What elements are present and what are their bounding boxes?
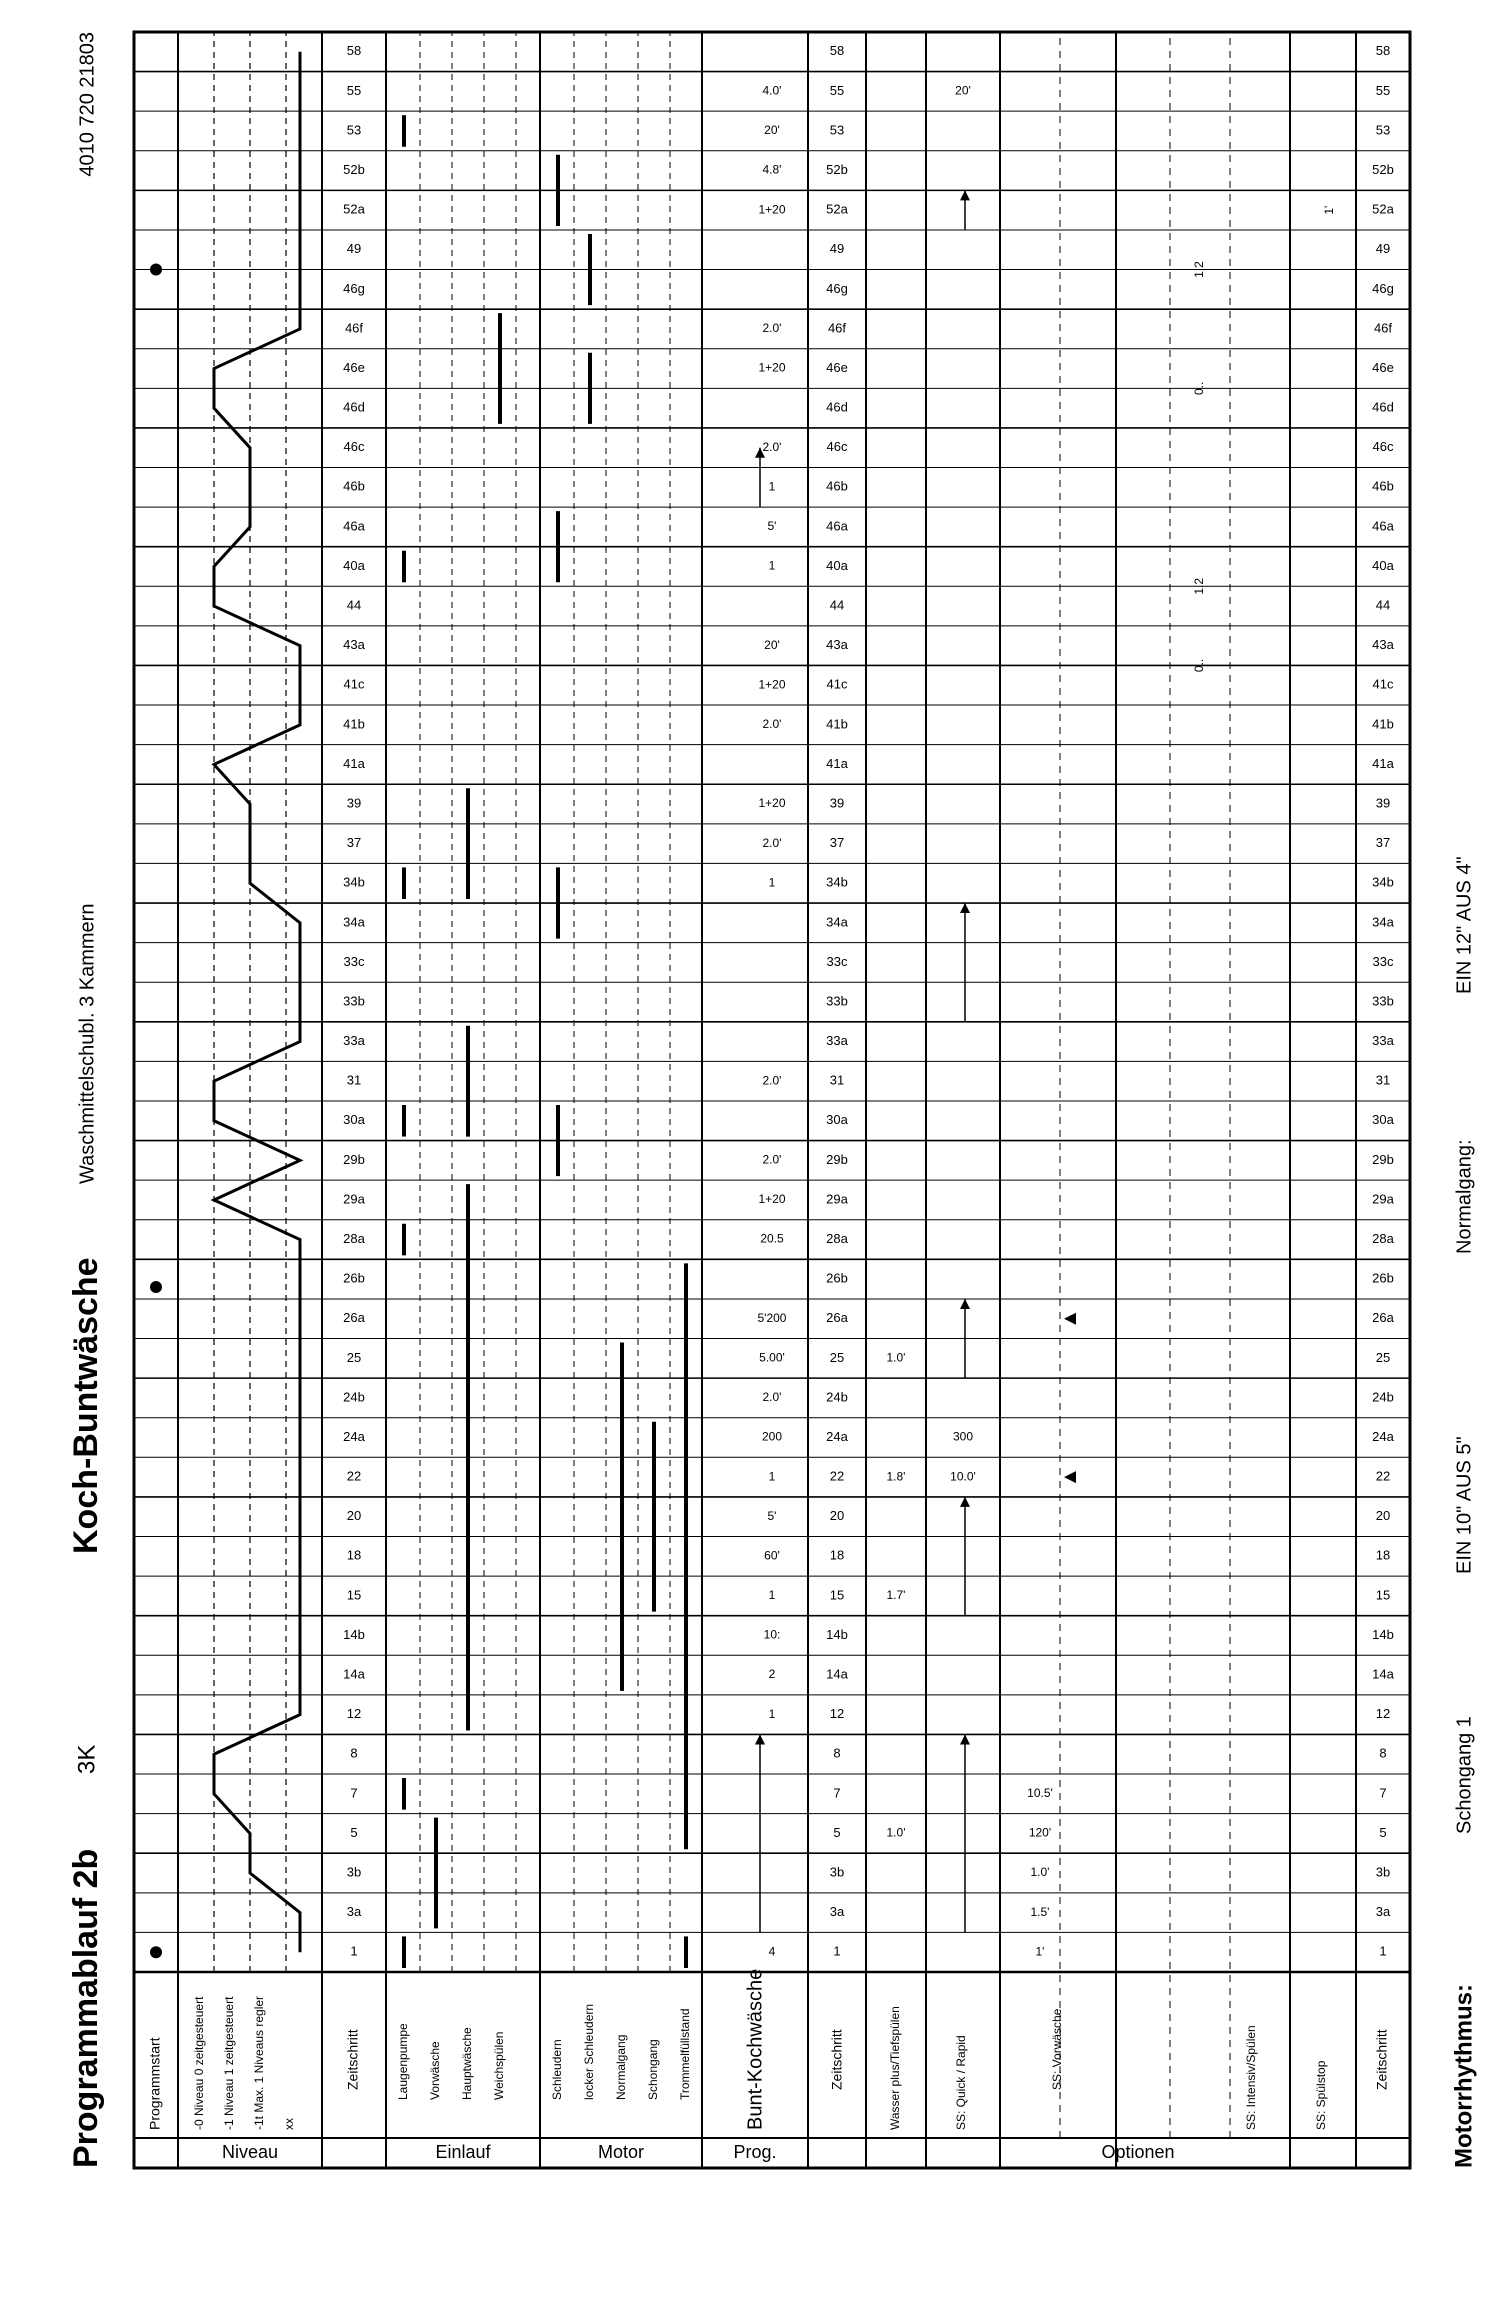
prog_values-cell: 2.0' <box>762 439 782 454</box>
water_values-cell: 1.8' <box>886 1469 906 1484</box>
zs1-step: 41a <box>343 755 365 771</box>
zs3-step: 22 <box>1375 1468 1391 1484</box>
row-einlauf-item: Laugenpumpe <box>396 2023 411 2100</box>
zs3-step: 5 <box>1379 1824 1387 1840</box>
prog_values-cell: 5' <box>767 1508 777 1523</box>
zs1-step: 28a <box>343 1230 365 1246</box>
zs2-step: 33c <box>826 953 848 969</box>
zs2-step: 49 <box>829 241 845 257</box>
option-arrowhead <box>960 190 970 200</box>
zs3-step: 58 <box>1375 43 1391 59</box>
zs1-step: 55 <box>346 82 362 98</box>
prog_values-cell: 2.0' <box>762 1152 782 1167</box>
zs1-step: 37 <box>346 835 362 851</box>
zs3-step: 46b <box>1372 478 1394 494</box>
opt3-mark: 0.. <box>1192 658 1207 673</box>
zs3-step: 33b <box>1372 993 1394 1009</box>
prog_values-cell: 1 <box>768 479 776 494</box>
zs1-step: 41c <box>343 676 365 692</box>
start-dot <box>150 1281 162 1293</box>
zs1-step: 44 <box>346 597 362 613</box>
prog_values-cell: 5' <box>767 519 777 534</box>
group-motor: Motor <box>597 2141 645 2162</box>
prog_values-cell: 200 <box>761 1429 783 1444</box>
zs2-step: 8 <box>833 1745 841 1761</box>
zs1-step: 18 <box>346 1547 362 1563</box>
schongang-label: Schongang 1 <box>1453 1716 1476 1834</box>
zs2-step: 18 <box>829 1547 845 1563</box>
motor-rhythm-label: Motorrhythmus: <box>1450 1984 1478 2168</box>
prog_values-cell: 5.00' <box>759 1350 785 1365</box>
zs2-step: 41c <box>826 676 848 692</box>
opt3-mark: 1.2 <box>1192 577 1207 595</box>
zs2-step: 43a <box>826 637 848 653</box>
zs2-step: 58 <box>829 43 845 59</box>
zs3-step: 24b <box>1372 1389 1394 1405</box>
zs2-step: 29a <box>826 1191 848 1207</box>
opt3-mark: 0.. <box>1192 381 1207 395</box>
zs2-step: 46f <box>827 320 847 336</box>
zs1-step: 34b <box>343 874 365 890</box>
zs3-step: 46g <box>1372 280 1394 296</box>
zs3-step: 3a <box>1375 1904 1391 1920</box>
row-motor-item: Schleudern <box>550 2039 565 2100</box>
zs3-step: 8 <box>1379 1745 1387 1761</box>
zs2-step: 15 <box>829 1587 845 1603</box>
option-arrowhead <box>960 1734 970 1744</box>
prog_values-cell: 1+20 <box>758 796 786 811</box>
zs3-step: 52a <box>1372 201 1394 217</box>
zs2-step: 41b <box>826 716 848 732</box>
zs2-step: 7 <box>833 1785 841 1801</box>
zs2-step: 55 <box>829 82 845 98</box>
zs2-step: 14b <box>826 1626 848 1642</box>
row-programmstart: Programmstart <box>146 2037 163 2130</box>
zs2-step: 33b <box>826 993 848 1009</box>
water_values-cell: 1.0' <box>886 1350 906 1365</box>
zs3-step: 3b <box>1375 1864 1391 1880</box>
row-niveau-line: -1 Niveau 1 zeitgesteuert <box>222 1996 237 2130</box>
zs2-step: 46b <box>826 478 848 494</box>
normalgang-label: Normalgang: <box>1453 1139 1476 1254</box>
zs2-step: 29b <box>826 1151 848 1167</box>
opt2_values-cell: 1' <box>1035 1944 1045 1959</box>
zs3-step: 37 <box>1375 835 1391 851</box>
zs1-step: 58 <box>346 43 362 59</box>
zs1-step: 24b <box>343 1389 365 1405</box>
opt1_values-cell: 10.0' <box>950 1469 976 1484</box>
prog_values-cell: 1+20 <box>758 360 786 375</box>
zs3-step: 24a <box>1372 1428 1394 1444</box>
row-motor-item: Schongang <box>646 2039 661 2100</box>
water_values-cell: 1.7' <box>886 1588 906 1603</box>
start-dot <box>150 1946 162 1958</box>
zs2-step: 46e <box>826 359 848 375</box>
prog_values-cell: 4 <box>768 1944 776 1959</box>
zs2-step: 5 <box>833 1824 841 1840</box>
prog_values-cell: 60' <box>764 1548 780 1563</box>
zs1-step: 5 <box>350 1824 358 1840</box>
row-zeitschritt-3: Zeitschritt <box>1373 2029 1390 2090</box>
row-motor-item: locker Schleudern <box>582 2003 597 2100</box>
opt2_values-cell: 10.5' <box>1027 1786 1053 1801</box>
zs2-step: 46a <box>826 518 848 534</box>
prog_values-cell: 1 <box>768 1706 776 1721</box>
program-name: Koch-Buntwäsche <box>66 1257 105 1554</box>
zs1-step: 25 <box>346 1349 362 1365</box>
zs1-step: 29a <box>343 1191 365 1207</box>
zs2-step: 3b <box>829 1864 845 1880</box>
row-opt-vorwaesche: SS: Vorwäsche <box>1050 2008 1065 2090</box>
zs1-step: 49 <box>346 241 362 257</box>
opt3-mark: 1.2 <box>1192 261 1207 278</box>
zs2-step: 26b <box>826 1270 848 1286</box>
zs1-step: 33b <box>343 993 365 1009</box>
zs1-step: 46c <box>343 439 365 455</box>
zs1-step: 53 <box>346 122 362 138</box>
zs2-step: 25 <box>829 1349 845 1365</box>
doc-number: 4010 720 21803 <box>76 32 99 177</box>
prog_values-cell: 4.8' <box>762 162 782 177</box>
zs2-step: 34b <box>826 874 848 890</box>
row-niveau-line: -0 Niveau 0 zeitgesteuert <box>192 1996 207 2130</box>
zs1-step: 22 <box>346 1468 362 1484</box>
zs2-step: 40a <box>826 557 848 573</box>
opt2_values-cell: 120' <box>1028 1825 1052 1840</box>
prog_values-cell: 1+20 <box>758 677 786 692</box>
zs2-step: 3a <box>829 1904 845 1920</box>
zs1-step: 46f <box>344 320 364 336</box>
zs1-step: 30a <box>343 1112 365 1128</box>
row-zeitschritt-2: Zeitschritt <box>828 2029 845 2090</box>
zs3-step: 14a <box>1372 1666 1394 1682</box>
zs3-step: 29a <box>1372 1191 1394 1207</box>
start-dot <box>150 264 162 276</box>
row-opt-quick: SS: Quick / Rapid <box>954 2035 969 2130</box>
zs2-step: 30a <box>826 1112 848 1128</box>
zs1-step: 46d <box>343 399 365 415</box>
zs2-step: 31 <box>829 1072 845 1088</box>
zs1-step: 52b <box>343 162 365 178</box>
row-niveau-line: xx <box>282 2118 297 2130</box>
zs2-step: 46c <box>826 439 848 455</box>
zs3-step: 31 <box>1375 1072 1391 1088</box>
zs2-step: 22 <box>829 1468 845 1484</box>
zs1-step: 46a <box>343 518 365 534</box>
opt4-mark: 1' <box>1322 205 1337 215</box>
zs3-step: 7 <box>1379 1785 1387 1801</box>
zs3-step: 46a <box>1372 518 1394 534</box>
zs1-step: 39 <box>346 795 362 811</box>
zs1-step: 46g <box>343 280 365 296</box>
prog_values-cell: 2.0' <box>762 1390 782 1405</box>
prog_values-cell: 2.0' <box>762 717 782 732</box>
row-bunt-kochwaesche: Bunt-Kochwäsche <box>744 1968 767 2130</box>
zs1-step: 20 <box>346 1508 362 1524</box>
zs2-step: 46g <box>826 280 848 296</box>
zs3-step: 26a <box>1372 1310 1394 1326</box>
zs3-step: 30a <box>1372 1112 1394 1128</box>
zs3-step: 12 <box>1375 1706 1391 1722</box>
prog_values-cell: 5'200 <box>757 1310 787 1325</box>
zs2-step: 14a <box>826 1666 848 1682</box>
zs2-step: 39 <box>829 795 845 811</box>
zs1-step: 46b <box>343 478 365 494</box>
zs3-step: 39 <box>1375 795 1391 811</box>
prog_values-cell: 1 <box>768 875 776 890</box>
zs1-step: 52a <box>343 201 365 217</box>
prog_values-cell: 20' <box>764 637 780 652</box>
zs2-step: 28a <box>826 1230 848 1246</box>
zs1-step: 8 <box>350 1745 358 1761</box>
niveau-curve <box>214 52 300 1952</box>
zs1-step: 24a <box>343 1428 365 1444</box>
prog_values-cell: 2.0' <box>762 321 782 336</box>
zs3-step: 44 <box>1375 597 1391 613</box>
program-code: 3K <box>73 1744 101 1774</box>
prog_values-cell: 2 <box>768 1667 776 1682</box>
program-subtitle: Waschmittelschubl. 3 Kammern <box>76 903 99 1184</box>
opt-marker <box>1064 1471 1076 1483</box>
row-zeitschritt: Zeitschritt <box>344 2029 361 2090</box>
row-einlauf-item: Vorwäsche <box>428 2041 443 2100</box>
water_values-cell: 1.0' <box>886 1825 906 1840</box>
zs1-step: 12 <box>346 1706 362 1722</box>
chart-frame <box>134 32 1410 2168</box>
group-prog: Prog. <box>733 2141 777 2162</box>
prog_values-cell: 20' <box>764 123 780 138</box>
option-arrowhead <box>960 903 970 913</box>
prog_values-cell: 20.5 <box>760 1231 784 1246</box>
zs1-step: 14a <box>343 1666 365 1682</box>
zs3-step: 34a <box>1372 914 1394 930</box>
prog_values-cell: 2.0' <box>762 835 782 850</box>
zs1-step: 1 <box>350 1943 358 1959</box>
opt1_values-cell: 20' <box>955 83 971 98</box>
row-motor-item: Normalgang <box>614 2034 629 2100</box>
group-niveau: Niveau <box>221 2141 279 2162</box>
row-motor-item: Trommelfüllstand <box>678 2008 693 2100</box>
group-optionen: Optionen <box>1101 2141 1175 2162</box>
zs1-step: 15 <box>346 1587 362 1603</box>
prog_values-cell: 4.0' <box>762 83 782 98</box>
zs2-step: 24a <box>826 1428 848 1444</box>
zs2-step: 46d <box>826 399 848 415</box>
footer <box>1450 856 1477 2168</box>
zs3-step: 29b <box>1372 1151 1394 1167</box>
schongang-value: EIN 10" AUS 5" <box>1453 1436 1476 1574</box>
prog_values-cell: 1 <box>768 1588 776 1603</box>
zs2-step: 44 <box>829 597 845 613</box>
zs1-step: 46e <box>343 359 365 375</box>
zs3-step: 41c <box>1372 676 1394 692</box>
zs3-step: 15 <box>1375 1587 1391 1603</box>
zs2-step: 34a <box>826 914 848 930</box>
zs1-step: 43a <box>343 637 365 653</box>
zs1-step: 7 <box>350 1785 358 1801</box>
zs3-step: 52b <box>1372 162 1394 178</box>
zs1-step: 40a <box>343 557 365 573</box>
row-einlauf-item: Hauptwäsche <box>460 2027 475 2100</box>
zs3-step: 46d <box>1372 399 1394 415</box>
row-wasser-plus: Wasser plus/Tiefspülen <box>888 2006 903 2130</box>
zs3-step: 20 <box>1375 1508 1391 1524</box>
opt1_values-cell: 300 <box>952 1429 974 1444</box>
prog_values-cell: 1 <box>768 1469 776 1484</box>
zs3-step: 40a <box>1372 557 1394 573</box>
zs3-step: 28a <box>1372 1230 1394 1246</box>
prog_values-cell: 1+20 <box>758 202 786 217</box>
prog_values-cell: 1 <box>768 558 776 573</box>
zs2-step: 41a <box>826 755 848 771</box>
zs1-step: 26b <box>343 1270 365 1286</box>
zs1-step: 3a <box>346 1904 362 1920</box>
option-arrowhead <box>960 1299 970 1309</box>
zs2-step: 52b <box>826 162 848 178</box>
row-niveau-line: -1t Max. 1 Niveaus regler <box>252 1995 267 2130</box>
zs3-step: 46e <box>1372 359 1394 375</box>
opt2_values-cell: 1.5' <box>1030 1904 1050 1919</box>
zs2-step: 20 <box>829 1508 845 1524</box>
zs3-step: 34b <box>1372 874 1394 890</box>
prog_values-cell: 1+20 <box>758 1192 786 1207</box>
zs2-step: 24b <box>826 1389 848 1405</box>
group-einlauf: Einlauf <box>435 2141 491 2162</box>
page-title: Programmablauf 2b <box>66 1848 105 2168</box>
zs3-step: 41a <box>1372 755 1394 771</box>
rotated-sheet <box>67 32 1477 2168</box>
zs3-step: 14b <box>1372 1626 1394 1642</box>
zs3-step: 25 <box>1375 1349 1391 1365</box>
zs1-step: 41b <box>343 716 365 732</box>
zs3-step: 55 <box>1375 82 1391 98</box>
zs3-step: 53 <box>1375 122 1391 138</box>
row-opt-intensiv: SS: Intensiv/Spülen <box>1244 2025 1259 2130</box>
zs1-step: 34a <box>343 914 365 930</box>
zs2-step: 37 <box>829 835 845 851</box>
zs3-step: 43a <box>1372 637 1394 653</box>
zs2-step: 52a <box>826 201 848 217</box>
zs3-step: 1 <box>1379 1943 1387 1959</box>
zs3-step: 41b <box>1372 716 1394 732</box>
zs3-step: 33a <box>1372 1033 1394 1049</box>
option-arrowhead <box>960 1497 970 1507</box>
zs1-step: 26a <box>343 1310 365 1326</box>
normalgang-value: EIN 12" AUS 4" <box>1453 856 1476 994</box>
zs3-step: 33c <box>1372 953 1394 969</box>
zs2-step: 33a <box>826 1033 848 1049</box>
zs3-step: 26b <box>1372 1270 1394 1286</box>
zs1-step: 31 <box>346 1072 362 1088</box>
zs1-step: 29b <box>343 1151 365 1167</box>
zs3-step: 49 <box>1375 241 1391 257</box>
row-einlauf-item: Weichspülen <box>492 2031 507 2100</box>
zs3-step: 46f <box>1373 320 1393 336</box>
opt-marker <box>1064 1313 1076 1325</box>
zs2-step: 1 <box>833 1943 841 1959</box>
zs1-step: 33c <box>343 953 365 969</box>
zs2-step: 12 <box>829 1706 845 1722</box>
zs1-step: 33a <box>343 1033 365 1049</box>
zs1-step: 3b <box>346 1864 362 1880</box>
zs3-step: 46c <box>1372 439 1394 455</box>
prog_values-cell: 2.0' <box>762 1073 782 1088</box>
zs2-step: 53 <box>829 122 845 138</box>
zs2-step: 26a <box>826 1310 848 1326</box>
opt2_values-cell: 1.0' <box>1030 1865 1050 1880</box>
header <box>67 32 105 2168</box>
zs3-step: 18 <box>1375 1547 1391 1563</box>
zs1-step: 14b <box>343 1626 365 1642</box>
prog-arrowhead <box>755 1734 765 1744</box>
prog_values-cell: 10: <box>763 1627 781 1642</box>
row-opt-spuelstop: SS: Spülstop <box>1314 2060 1329 2130</box>
